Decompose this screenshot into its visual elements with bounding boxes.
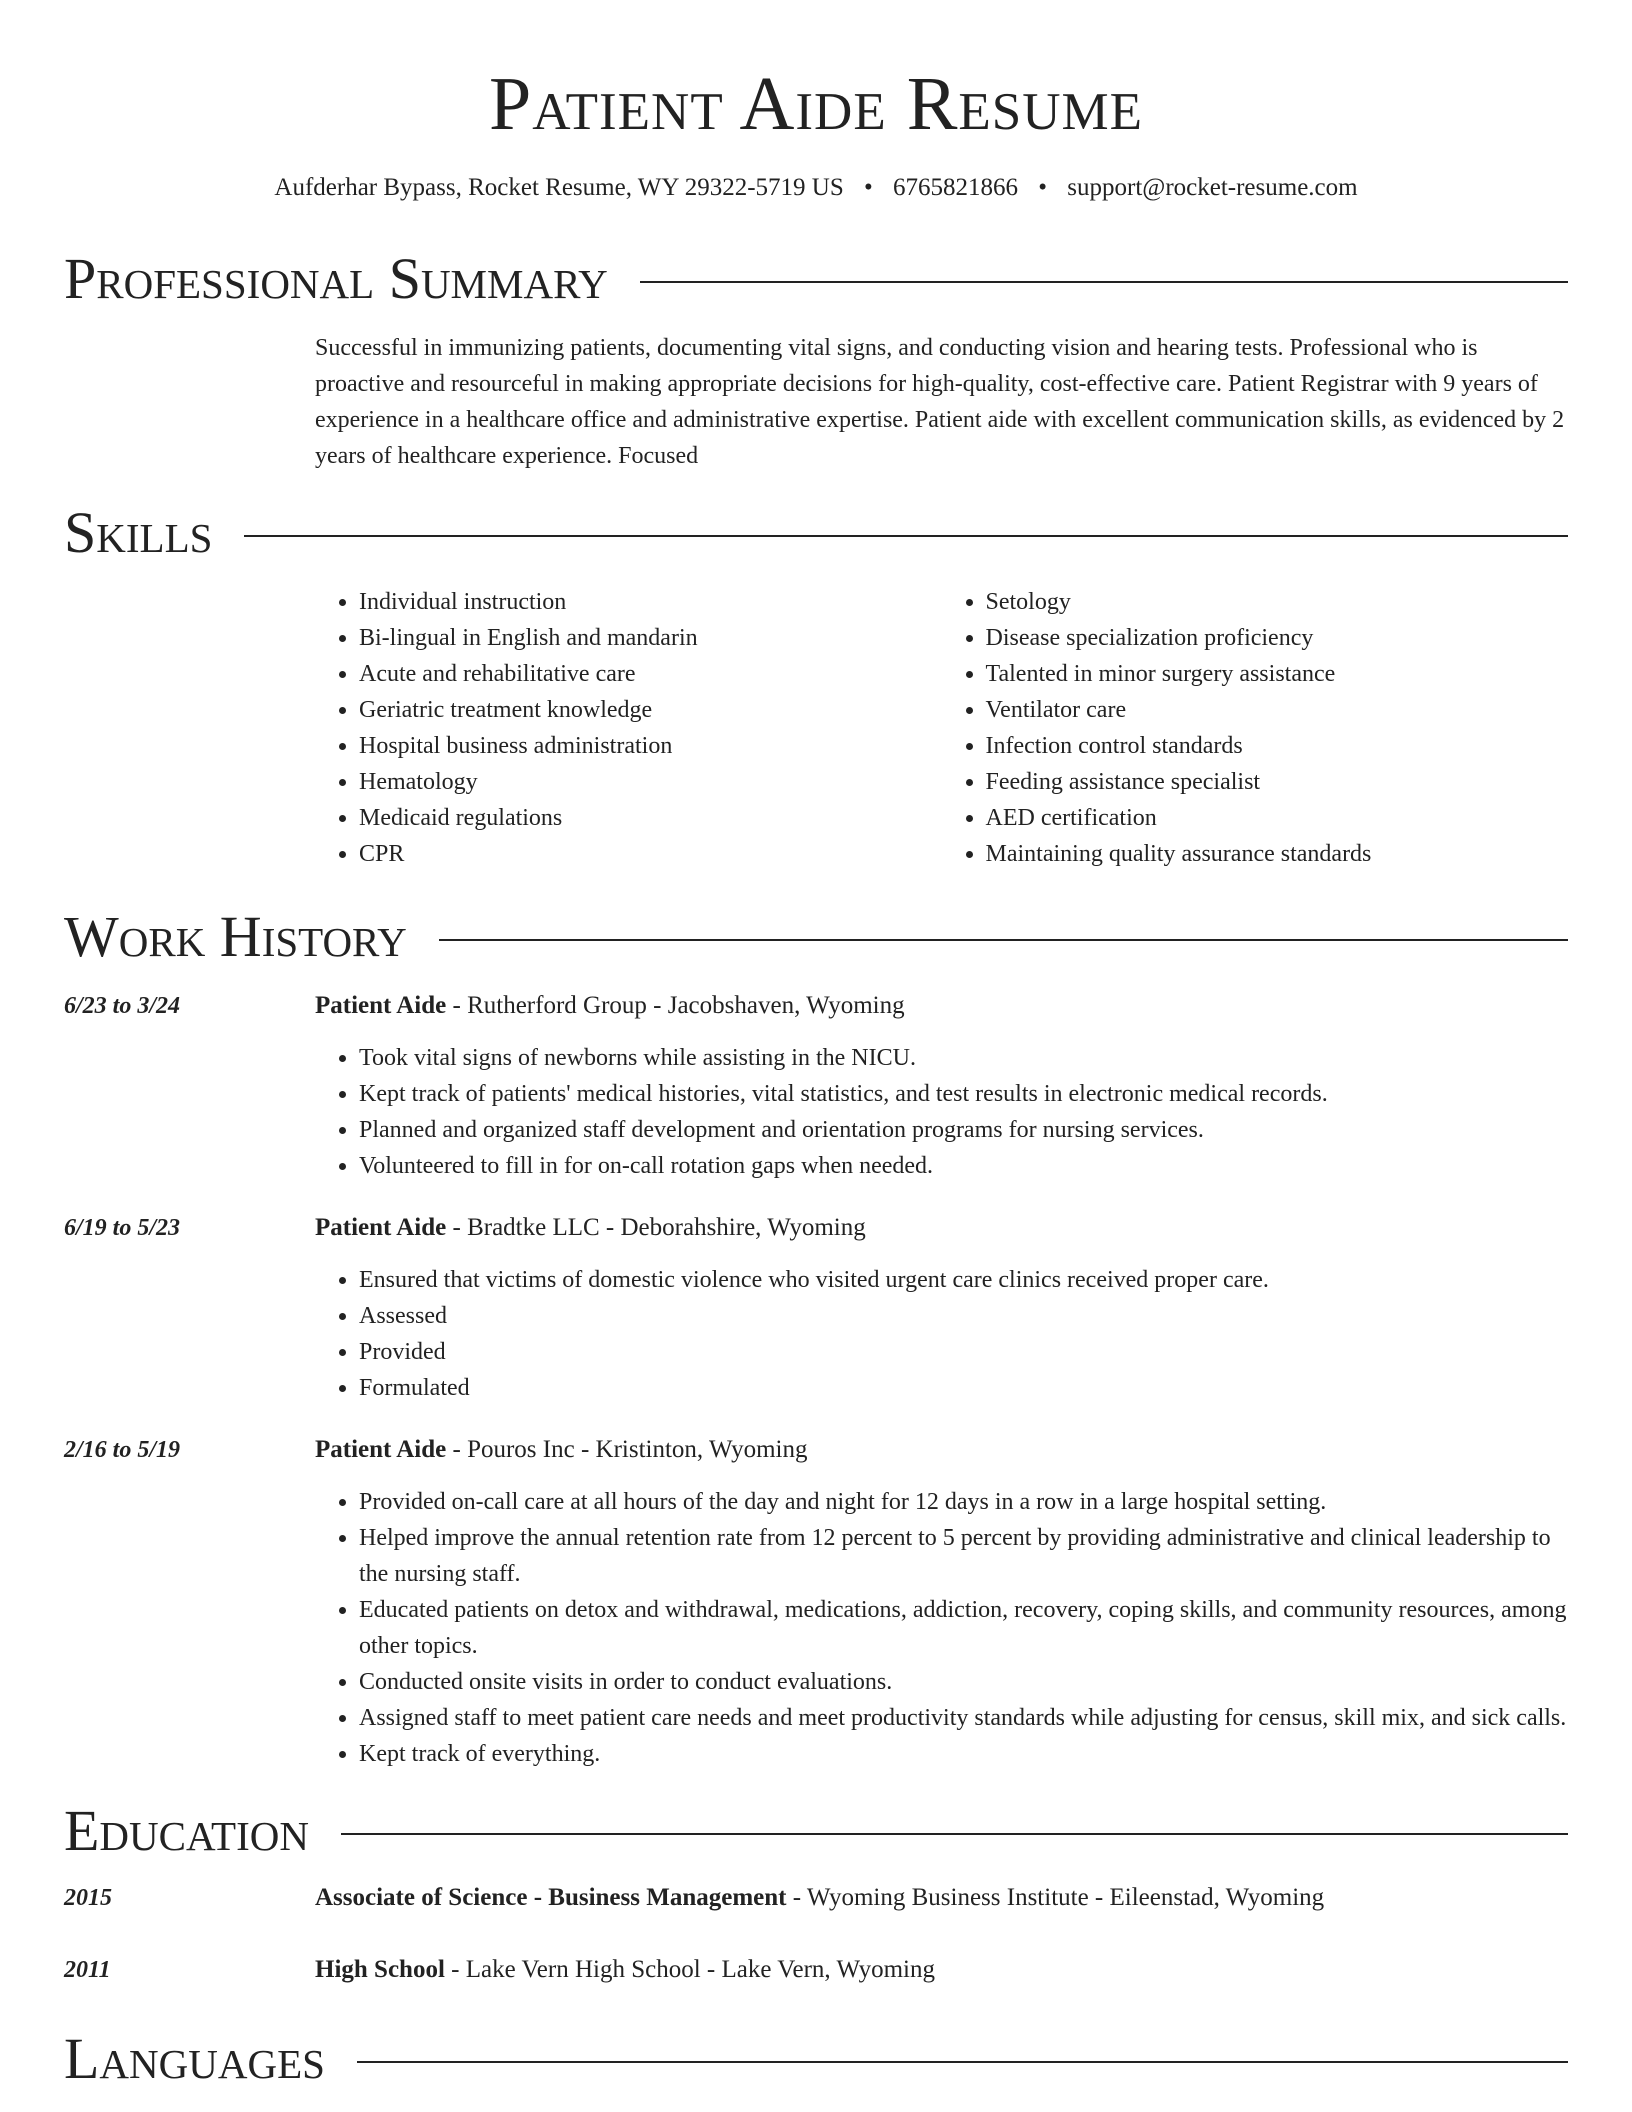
job-title: Patient Aide	[315, 1436, 447, 1463]
skill-item: • Medicaid regulations	[359, 800, 942, 836]
skill-item: • Hospital business administration	[359, 728, 942, 764]
job-body	[315, 988, 1568, 1184]
skill-item: • Disease specialization proficiency	[986, 620, 1569, 656]
section-divider	[244, 535, 1568, 537]
skill-item: • Talented in minor surgery assistance	[986, 656, 1569, 692]
job-entry	[64, 988, 1568, 1184]
education-entry	[64, 1880, 1568, 1916]
skill-item: • Individual instruction	[359, 584, 942, 620]
section-divider	[640, 281, 1568, 283]
job-body	[315, 1210, 1568, 1406]
education-degree: High School	[315, 1956, 445, 1983]
job-title: Patient Aide	[315, 992, 447, 1019]
education-details-line	[315, 1952, 1568, 1988]
skill-item: • Setology	[986, 584, 1569, 620]
job-bullet: • Formulated	[359, 1370, 1568, 1406]
job-bullet: • Ensured that victims of domestic violence who visited urgent care clinics received proper care.	[359, 1262, 1568, 1298]
job-heading-line	[315, 988, 1568, 1024]
skills-section-header	[64, 500, 1568, 565]
skill-item: • AED certification	[986, 800, 1569, 836]
job-entry	[64, 1210, 1568, 1406]
job-bullet: • Helped improve the annual retention rate from 12 percent to 5 percent by providing administrative and clinical leadership to the nursing staff.	[359, 1520, 1568, 1592]
skill-item: • Ventilator care	[986, 692, 1569, 728]
job-bullet: • Provided	[359, 1334, 1568, 1370]
skills-column-right	[942, 584, 1569, 872]
skill-item: • Acute and rehabilitative care	[359, 656, 942, 692]
education-list	[64, 1880, 1568, 1988]
job-bullet: • Educated patients on detox and withdrawal, medications, addiction, recovery, coping skills, and community resources, among other topics.	[359, 1592, 1568, 1664]
job-heading-line	[315, 1432, 1568, 1468]
job-bullet-list	[315, 1040, 1568, 1184]
education-heading: Education	[64, 1798, 309, 1863]
contact-separator: •	[864, 174, 873, 201]
skills-list-left	[315, 584, 942, 872]
contact-separator: •	[1038, 174, 1048, 201]
job-bullet: • Assessed	[359, 1298, 1568, 1334]
education-entry	[64, 1952, 1568, 1988]
job-bullet: • Provided on-call care at all hours of the day and night for 12 days in a row in a large hospital setting.	[359, 1484, 1568, 1520]
summary-text: Successful in immunizing patients, documenting vital signs, and conducting vision and hearing tests. Professional who is proactive and resourceful in making appropriate decisions for high-quality, cost-effective care. Patient Registrar with 9 years of experience in a healthcare office and administrative expertise. Patient aide with excellent communication skills, as evidenced by 2 years of healthcare experience. Focused	[315, 335, 1565, 469]
job-bullet-list	[315, 1484, 1568, 1772]
contact-phone: 6765821866	[893, 174, 1019, 201]
work-heading: Work History	[64, 904, 407, 969]
skills-heading: Skills	[64, 500, 213, 565]
skill-item: • Maintaining quality assurance standards	[986, 836, 1569, 872]
job-heading-line	[315, 1210, 1568, 1246]
summary-section-header	[64, 246, 1568, 311]
skills-column-left	[315, 584, 942, 872]
job-body	[315, 1432, 1568, 1772]
education-details-line	[315, 1880, 1568, 1916]
contact-line	[64, 174, 1568, 202]
job-bullet: • Took vital signs of newborns while assisting in the NICU.	[359, 1040, 1568, 1076]
education-section-header	[64, 1798, 1568, 1863]
job-dates: 6/19 to 5/23	[64, 1215, 181, 1241]
skill-item: • Feeding assistance specialist	[986, 764, 1569, 800]
section-divider	[439, 939, 1568, 941]
section-divider	[341, 1833, 1568, 1835]
work-history-list	[64, 988, 1568, 1772]
job-bullet: • Planned and organized staff development and orientation programs for nursing services.	[359, 1112, 1568, 1148]
skill-item: • Infection control standards	[986, 728, 1569, 764]
contact-email: support@rocket-resume.com	[1067, 174, 1358, 201]
languages-heading: Languages	[64, 2026, 325, 2091]
languages-section-header	[64, 2026, 1568, 2091]
skill-item: • Hematology	[359, 764, 942, 800]
skill-item: • Geriatric treatment knowledge	[359, 692, 942, 728]
education-institution: - Lake Vern High School - Lake Vern, Wyoming	[444, 1956, 935, 1983]
job-bullet: • Assigned staff to meet patient care needs and meet productivity standards while adjusting for census, skill mix, and sick calls.	[359, 1700, 1568, 1736]
education-year: 2015	[64, 1885, 112, 1911]
page-title: Patient Aide Resume	[488, 62, 1144, 146]
skill-item: • CPR	[359, 836, 942, 872]
job-bullet: • Kept track of patients' medical histories, vital statistics, and test results in electronic medical records.	[359, 1076, 1568, 1112]
skill-item: • Bi-lingual in English and mandarin	[359, 620, 942, 656]
job-bullet: • Conducted onsite visits in order to conduct evaluations.	[359, 1664, 1568, 1700]
summary-heading: Professional Summary	[64, 246, 608, 311]
job-bullet-list	[315, 1262, 1568, 1406]
job-title: Patient Aide	[315, 1214, 447, 1241]
job-details: - Rutherford Group - Jacobshaven, Wyoming	[446, 992, 905, 1019]
education-degree: Associate of Science - Business Management	[315, 1884, 787, 1911]
job-dates: 6/23 to 3/24	[64, 993, 181, 1019]
education-year: 2011	[64, 1957, 111, 1983]
job-bullet: • Kept track of everything.	[359, 1736, 1568, 1772]
work-section-header	[64, 904, 1568, 969]
job-dates: 2/16 to 5/19	[64, 1437, 181, 1463]
education-institution: - Wyoming Business Institute - Eileenstad, Wyoming	[786, 1884, 1325, 1911]
job-details: - Bradtke LLC - Deborahshire, Wyoming	[446, 1214, 866, 1241]
skills-grid	[315, 584, 1568, 872]
job-bullet: • Volunteered to fill in for on-call rotation gaps when needed.	[359, 1148, 1568, 1184]
job-details: - Pouros Inc - Kristinton, Wyoming	[446, 1436, 808, 1463]
job-entry	[64, 1432, 1568, 1772]
skills-list-right	[942, 584, 1569, 872]
contact-address: Aufderhar Bypass, Rocket Resume, WY 29322-5719 US	[274, 174, 844, 201]
section-divider	[357, 2061, 1568, 2063]
